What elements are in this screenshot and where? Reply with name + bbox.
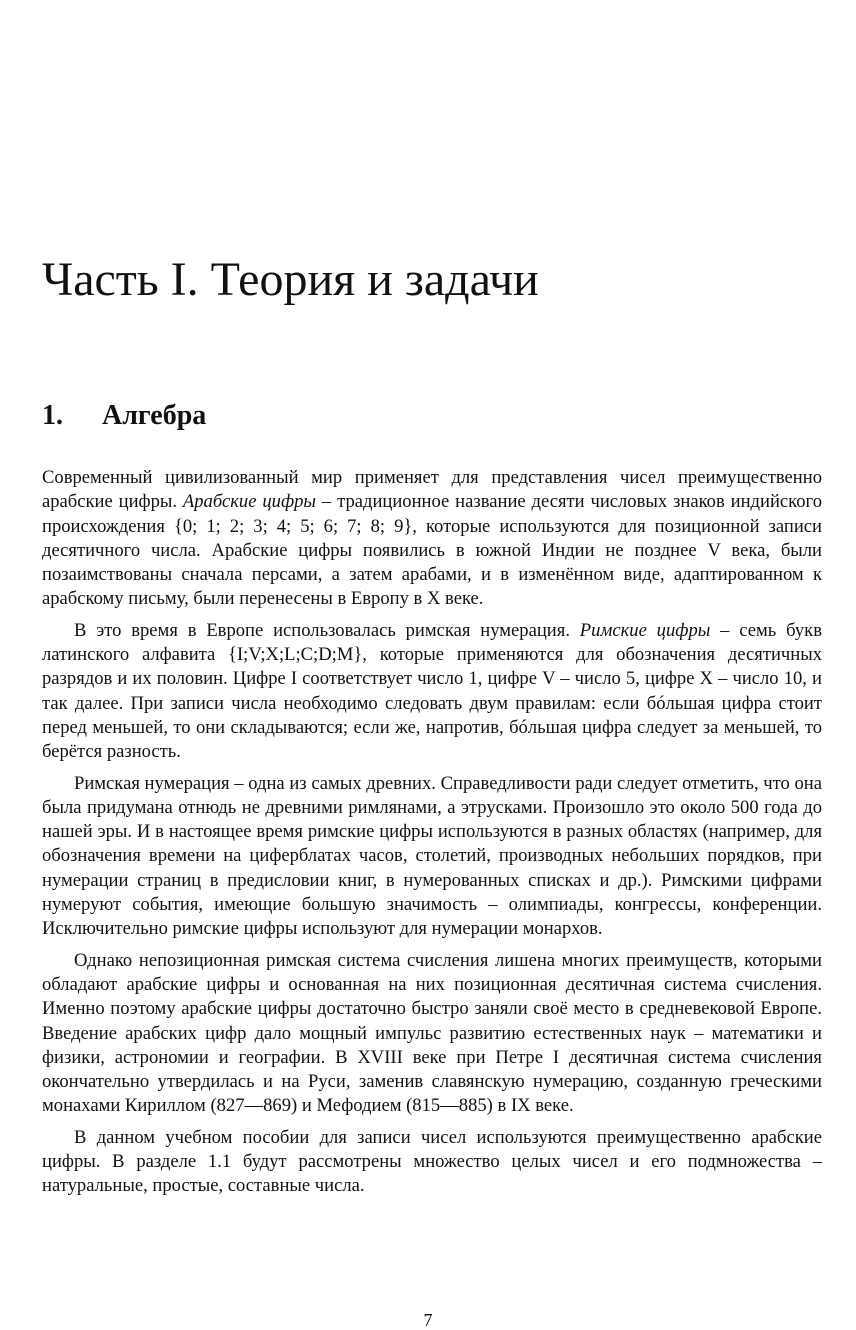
- section-number: 1.: [42, 400, 63, 431]
- part-title: Часть I. Теория и задачи: [42, 253, 539, 306]
- paragraph-arabic-numerals: [42, 466, 822, 612]
- paragraph-text: – традиционное название десяти числовых знаков индийского происхождения {0; 1; 2; 3; 4; 5; 6; 7; 8; 9}, которые используются для позиционной записи десятичного числа. Арабские цифры появились в южной Индии не позднее V века, были позаимствованы сначала персами, а затем арабами, и в изменённом виде, адаптированном к арабскому письму, были перенесены в Европу в X веке.: [42, 491, 822, 610]
- paragraph-textbook-usage: В данном учебном пособии для записи чисел используются преимущественно арабские цифры. В разделе 1.1 будут рассмотрены множество целых чисел и его подмножества – натуральные, простые, составные числа.: [42, 1126, 822, 1197]
- section-title-text: Алгебра: [102, 400, 207, 431]
- term-arabic-numerals: Арабские цифры: [182, 491, 317, 513]
- paragraph-text: – семь букв латинского алфавита {I;V;X;L;C;D;M}, которые применяются для обозначения десятичных разрядов и их половин. Цифре I соответствует число 1, цифре V – число 5, цифре X – число 10, и так далее. При записи числа необходимо следовать двум правилам: если бóльшая цифра стоит перед меньшей, то они складываются; если же, напротив, бóльшая цифра следует за меньшей, то берётся разность.: [42, 619, 822, 763]
- term-roman-numerals: Римские цифры: [579, 619, 711, 641]
- section-heading: [42, 396, 742, 436]
- paragraph-text: Современный цивилизованный мир применяет для представления чисел преимущественно арабские цифры.: [42, 467, 822, 513]
- paragraph-roman-history: Римская нумерация – одна из самых древних. Справедливости ради следует отметить, что она была придумана отнюдь не древними римлянами, а этрусками. Произошло это около 500 года до нашей эры. И в настоящее время римские цифры используются в разных областях (например, для обозначения времени на циферблатах часов, столетий, производных небольших порядков, при нумерации страниц в предисловии книг, в нумерованных списках и др.). Римскими цифрами нумеруют события, имеющие большую значимость – олимпиады, конгрессы, конференции. Исключительно римские цифры используют для нумерации монархов.: [42, 772, 822, 940]
- paragraph-positional-system: Однако непозиционная римская система счисления лишена многих преимуществ, которыми обладают арабские цифры и основанная на них позиционная десятичная система счисления. Именно поэтому арабские цифры достаточно быстро заняли своё место в средневековой Европе. Введение арабских цифр дало мощный импульс развитию естественных наук – математики и физики, астрономии и географии. В XVIII веке при Петре I десятичная система счисления окончательно утвердилась и на Руси, заменив славянскую нумерацию, созданную греческими монахами Кириллом (827—869) и Мефодием (815—885) в IX веке.: [42, 949, 822, 1117]
- paragraph-text: В это время в Европе использовалась римская нумерация.: [74, 619, 580, 641]
- body-text: [42, 466, 822, 1206]
- paragraph-roman-numerals: [42, 619, 822, 765]
- page-number: 7: [423, 1310, 433, 1330]
